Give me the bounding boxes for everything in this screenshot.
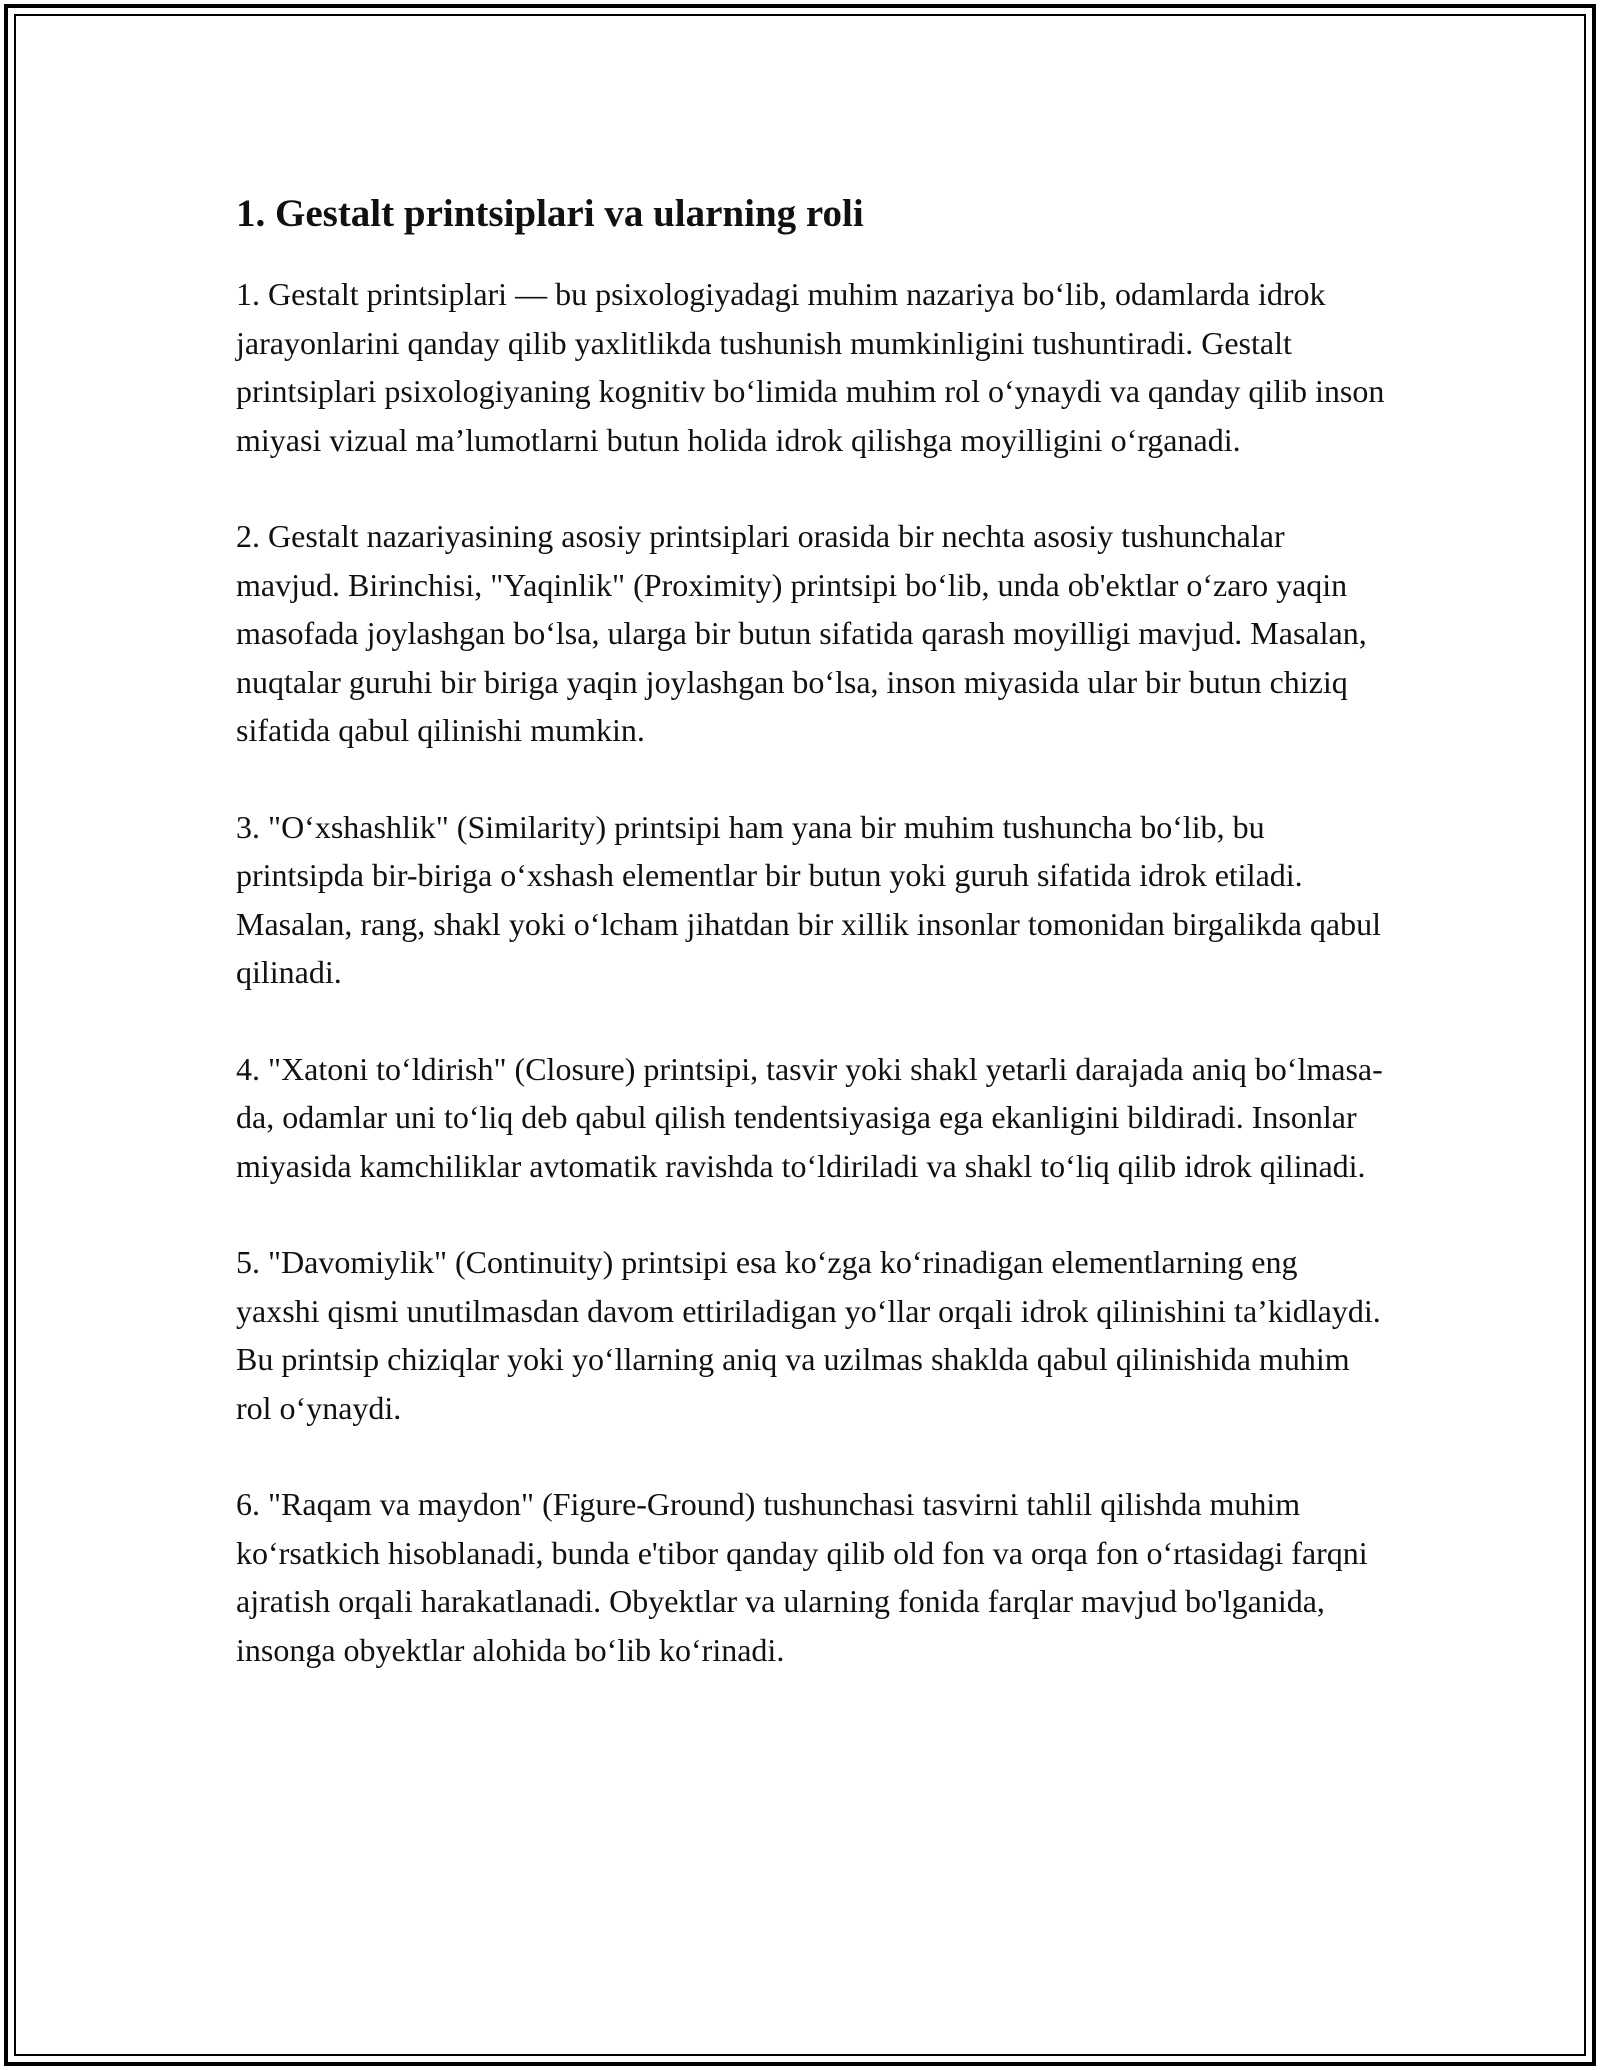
paragraph-3: 3. "O‘xshashlik" (Similarity) printsipi ham yana bir muhim tushuncha bo‘lib, bu printsipda bir-biriga o‘xshash elementlar bir butun yoki guruh sifatida idrok etiladi. Masalan, rang, shakl yoki o‘lcham jihatdan bir xillik insonlar tomonidan birgalikda qabul qilinadi.: [236, 808, 1381, 990]
paragraph-5: 5. "Davomiylik" (Continuity) printsipi esa ko‘zga ko‘rinadigan elementlarning eng yaxshi qismi unutilmasdan davom ettiriladigan yo‘llar orqali idrok qilinishini ta’kidlaydi. Bu printsip chiziqlar yoki yo‘llarning aniq va uzilmas shaklda qabul qilinishida muhim rol o‘ynaydi.: [236, 1244, 1381, 1426]
paragraph-2: 2. Gestalt nazariyasining asosiy printsiplari orasida bir nechta asosiy tushunchalar mavjud. Birinchisi, "Yaqinlik" (Proximity) printsipi bo‘lib, unda ob'ektlar o‘zaro yaqin masofada joylashgan bo‘lsa, ularga bir butun sifatida qarash moyilligi mavjud. Masalan, nuqtalar guruhi bir biriga yaqin joylashgan bo‘lsa, inson miyasida ular bir butun chiziq sifatida qabul qilinishi mumkin.: [236, 518, 1367, 748]
document-body: [236, 184, 1386, 1722]
paragraph-1: 1. Gestalt printsiplari — bu psixologiyadagi muhim nazariya bo‘lib, odamlarda idrok jarayonlarini qanday qilib yaxlitlikda tushunish mumkinligini tushuntiradi. Gestalt printsiplari psixologiyaning kognitiv bo‘limida muhim rol o‘ynaydi va qanday qilib inson miyasi vizual ma’lumotlarni butun holida idrok qilishga moyilligini o‘rganadi.: [236, 276, 1385, 458]
section-heading: 1. Gestalt printsiplari va ularning roli: [236, 192, 864, 235]
paragraph-4: 4. "Xatoni to‘ldirish" (Closure) printsipi, tasvir yoki shakl yetarli darajada aniq bo‘lmasa-da, odamlar uni to‘liq deb qabul qilish tendentsiyasiga ega ekanligini bildiradi. Insonlar miyasida kamchiliklar avtomatik ravishda to‘ldiriladi va shakl to‘liq qilib idrok qilinadi.: [236, 1050, 1383, 1184]
paragraph-6: 6. "Raqam va maydon" (Figure-Ground) tushunchasi tasvirni tahlil qilishda muhim ko‘rsatkich hisoblanadi, bunda e'tibor qanday qilib old fon va orqa fon o‘rtasidagi farqni ajratish orqali harakatlanadi. Obyektlar va ularning fonida farqlar mavjud bo'lganida, insonga obyektlar alohida bo‘lib ko‘rinadi.: [236, 1486, 1368, 1668]
